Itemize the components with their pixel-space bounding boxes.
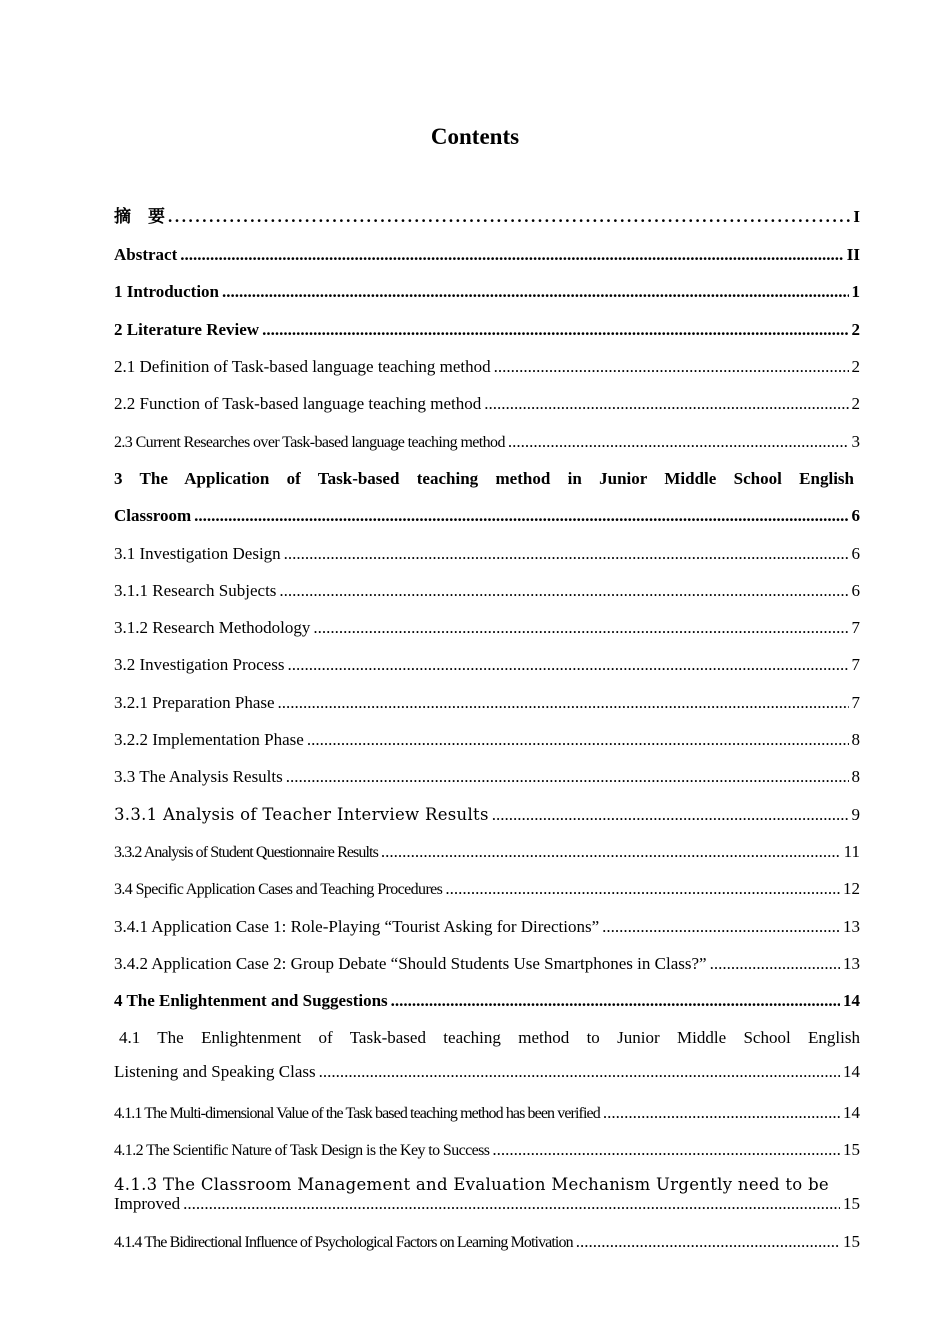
toc-entry-3-line1[interactable]: 3 The Application of Task-based teaching method in Junior Middle School English xyxy=(114,469,854,488)
toc-entry-label: Classroom xyxy=(114,506,192,525)
toc-entry-page: 6 xyxy=(851,581,860,600)
dot-leader xyxy=(319,1060,840,1084)
dot-leader xyxy=(602,915,840,939)
toc-entry-3-1-1[interactable] xyxy=(114,579,860,603)
toc-entry-label: 2.2 Function of Task-based language teaching method xyxy=(114,394,482,413)
toc-entry-page: 13 xyxy=(843,954,860,973)
toc-entry-3-2[interactable] xyxy=(114,653,860,677)
toc-entry-page: 2 xyxy=(851,394,860,413)
toc-entry-4-1-4[interactable] xyxy=(114,1230,860,1254)
toc-entry-label: 3.4.2 Application Case 2: Group Debate “Should Students Use Smartphones in Class?” xyxy=(114,954,707,973)
dot-leader xyxy=(168,205,850,229)
toc-entry-4-1[interactable] xyxy=(114,1060,860,1084)
toc-entry-page: II xyxy=(846,245,860,264)
toc-entry-label: Improved xyxy=(114,1194,181,1213)
toc-entry-2[interactable] xyxy=(114,318,860,342)
toc-entry-abstract-cn[interactable] xyxy=(114,205,860,229)
toc-entry-label: 2.3 Current Researches over Task-based language teaching method xyxy=(114,434,505,451)
toc-entry-page: 14 xyxy=(843,991,860,1010)
toc-entry-label: 3.1.1 Research Subjects xyxy=(114,581,277,600)
toc-entry-label: Abstract xyxy=(114,245,178,264)
toc-entry-page: 7 xyxy=(851,693,860,712)
toc-entry-2-1[interactable] xyxy=(114,355,860,379)
toc-entry-label: 摘 要 xyxy=(114,207,165,226)
toc-entry-page: 13 xyxy=(843,917,860,936)
dot-leader xyxy=(603,1101,840,1125)
toc-entry-page: 15 xyxy=(843,1194,860,1213)
dot-leader xyxy=(222,280,848,304)
dot-leader xyxy=(307,728,849,752)
dot-leader xyxy=(484,392,848,416)
dot-leader xyxy=(381,840,841,864)
toc-entry-3[interactable] xyxy=(114,504,860,528)
toc-entry-label: 2 Literature Review xyxy=(114,320,260,339)
dot-leader xyxy=(287,653,848,677)
toc-entry-3-3-2[interactable] xyxy=(114,840,860,864)
dot-leader xyxy=(492,803,849,827)
toc-entry-label: 4.1.4 The Bidirectional Influence of Psychological Factors on Learning Motivation xyxy=(114,1234,573,1251)
toc-entry-label: 3.4.1 Application Case 1: Role-Playing “Tourist Asking for Directions” xyxy=(114,917,600,936)
dot-leader xyxy=(194,504,848,528)
page-title: Contents xyxy=(430,124,520,149)
toc-entry-page: 7 xyxy=(851,655,860,674)
toc-entry-label: 4.1.3 The Classroom Management and Evaluation Mechanism Urgently need to be xyxy=(114,1175,829,1194)
toc-entry-page: 6 xyxy=(851,544,860,563)
toc-entry-page: 12 xyxy=(843,879,860,898)
toc-entry-page: 2 xyxy=(851,320,860,339)
toc-entry-3-2-1[interactable] xyxy=(114,691,860,715)
toc-entry-4-1-line1[interactable]: 4.1 The Enlightenment of Task-based teaching method to Junior Middle School English xyxy=(119,1028,860,1047)
toc-entry-label: 3.2 Investigation Process xyxy=(114,655,285,674)
dot-leader xyxy=(494,355,849,379)
toc-entry-page: 15 xyxy=(843,1232,860,1251)
toc-entry-page: 9 xyxy=(851,805,860,824)
dot-leader xyxy=(710,952,840,976)
toc-entry-page: I xyxy=(853,207,860,226)
toc-entry-label: 3.2.2 Implementation Phase xyxy=(114,730,304,749)
toc-entry-page: 3 xyxy=(851,432,860,451)
toc-entry-label: 3.1.2 Research Methodology xyxy=(114,618,311,637)
toc-entry-3-3[interactable] xyxy=(114,765,860,789)
dot-leader xyxy=(508,430,849,454)
toc-entry-4-1-3[interactable] xyxy=(114,1194,860,1214)
dot-leader xyxy=(576,1230,840,1254)
toc-entry-label: 3.4 Specific Application Cases and Teaching Procedures xyxy=(114,881,443,898)
toc-entry-abstract[interactable] xyxy=(114,243,860,267)
toc-entry-page: 7 xyxy=(851,618,860,637)
dot-leader xyxy=(284,542,849,566)
toc-entry-page: 8 xyxy=(851,767,860,786)
toc-entry-3-4-2[interactable] xyxy=(114,952,860,976)
dot-leader xyxy=(391,989,840,1013)
toc-entry-label: 3.3.2 Analysis of Student Questionnaire Results xyxy=(114,844,378,861)
toc-entry-4[interactable] xyxy=(114,989,860,1013)
toc-entry-page: 11 xyxy=(843,842,860,861)
toc-entry-2-3[interactable] xyxy=(114,430,860,454)
dot-leader xyxy=(492,1138,840,1162)
toc-entry-label: 3.1 Investigation Design xyxy=(114,544,281,563)
dot-leader xyxy=(180,243,844,267)
dot-leader xyxy=(286,765,849,789)
toc-entry-page: 14 xyxy=(843,1062,860,1081)
toc-entry-label: 1 Introduction xyxy=(114,282,220,301)
toc-entry-label: 3.2.1 Preparation Phase xyxy=(114,693,275,712)
toc-entry-label: Listening and Speaking Class xyxy=(114,1062,316,1081)
toc-entry-label: 2.1 Definition of Task-based language teaching method xyxy=(114,357,491,376)
toc-entry-page: 1 xyxy=(851,282,860,301)
dot-leader xyxy=(445,877,840,901)
toc-entry-page: 6 xyxy=(851,506,860,525)
dot-leader xyxy=(313,616,848,640)
toc-entry-label: 4.1.2 The Scientific Nature of Task Design is the Key to Success xyxy=(114,1142,490,1159)
dot-leader xyxy=(262,318,848,342)
toc-entry-3-1-2[interactable] xyxy=(114,616,860,640)
toc-entry-4-1-3-line1[interactable] xyxy=(114,1176,860,1194)
toc-entry-label: 3.3 The Analysis Results xyxy=(114,767,283,786)
toc-entry-page: 8 xyxy=(851,730,860,749)
toc-entry-label: 4 The Enlightenment and Suggestions xyxy=(114,991,388,1010)
dot-leader xyxy=(279,579,848,603)
toc-entry-page: 14 xyxy=(843,1103,860,1122)
toc-entry-3-4-1[interactable] xyxy=(114,915,860,939)
toc-entry-3-4[interactable] xyxy=(114,877,860,901)
toc-entry-4-1-2[interactable] xyxy=(114,1138,860,1162)
toc-entry-2-2[interactable] xyxy=(114,392,860,416)
toc-entry-label: 3.3.1 Analysis of Teacher Interview Results xyxy=(114,805,489,824)
toc-entry-4-1-1[interactable] xyxy=(114,1101,860,1125)
toc-entry-3-3-1[interactable] xyxy=(114,803,860,827)
toc-entry-page: 2 xyxy=(851,357,860,376)
toc-entry-label: 4.1.1 The Multi-dimensional Value of the Task based teaching method has been verified xyxy=(114,1105,600,1122)
toc-entry-3-2-2[interactable] xyxy=(114,728,860,752)
toc-entry-1[interactable] xyxy=(114,280,860,304)
toc-entry-page: 15 xyxy=(843,1140,860,1159)
dot-leader xyxy=(278,691,849,715)
dot-leader xyxy=(183,1194,840,1214)
toc-entry-3-1[interactable] xyxy=(114,542,860,566)
